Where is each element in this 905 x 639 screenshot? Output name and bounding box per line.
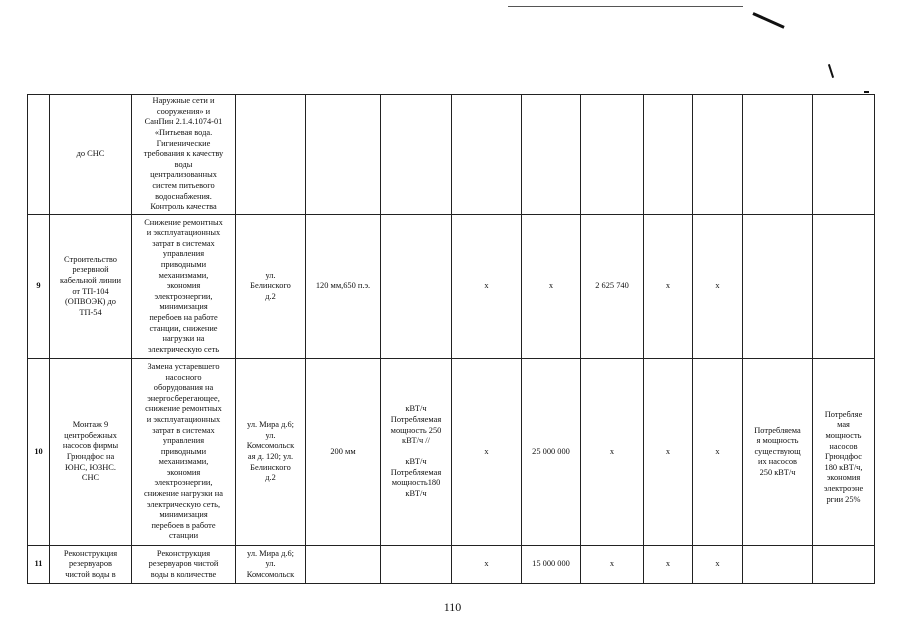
item-purpose: Наружные сети и сооружения» и СанПин 2.1.4.1074-01 «Питьевая вода. Гигиенические требования к качеству воды централизованных систем питьевого водоснабжения. Контроль качества xyxy=(132,95,236,215)
item-value-1 xyxy=(452,95,522,215)
row-number: 9 xyxy=(28,215,50,359)
item-value-4: х xyxy=(693,546,743,584)
item-value-2: х xyxy=(522,215,581,359)
item-name: Строительство резервной кабельной линии от ТП-104 (ОПВОЭК) до ТП-54 xyxy=(50,215,132,359)
item-value-5: Потребляема я мощность существующ их насосов 250 кВТ/ч xyxy=(743,359,813,546)
item-address: ул. Мира д.6; ул. Комсомольск xyxy=(236,546,306,584)
item-purpose: Реконструкция резервуаров чистой воды в количестве xyxy=(132,546,236,584)
item-note xyxy=(813,546,875,584)
item-value-3: х xyxy=(644,215,693,359)
row-number: 11 xyxy=(28,546,50,584)
item-capacity xyxy=(306,546,381,584)
item-note: Потребляе мая мощность насосов Грюндфос 180 кВТ/ч, экономия электроэне ргии 25% xyxy=(813,359,875,546)
item-capacity: 120 мм,650 п.э. xyxy=(306,215,381,359)
item-purpose: Замена устаревшего насосного оборудования на энергосберегающее, снижение ремонтных и эксплуатационных затрат в системах управления приводными механизмами, экономия электроэнергии, снижение нагрузки на электрическую сеть, минимизация перебоев в работе станции xyxy=(132,359,236,546)
page-number: 110 xyxy=(443,600,462,614)
item-value-1: х xyxy=(452,546,522,584)
item-value-4: х xyxy=(693,359,743,546)
item-address xyxy=(236,95,306,215)
item-note xyxy=(813,215,875,359)
scan-artifact-dot xyxy=(864,91,869,93)
item-value-1: х xyxy=(452,359,522,546)
item-cost: х xyxy=(581,359,644,546)
row-number xyxy=(28,95,50,215)
item-cost: 2 625 740 xyxy=(581,215,644,359)
table-row xyxy=(28,359,875,546)
item-value-5 xyxy=(743,546,813,584)
item-power: кВТ/ч Потребляемая мощность 250 кВТ/ч // кВТ/ч Потребляемая мощность180 кВТ/ч xyxy=(381,359,452,546)
item-cost xyxy=(581,95,644,215)
item-purpose: Снижение ремонтных и эксплуатационных затрат в системах управления приводными механизмами, экономия электроэнергии, минимизация перебоев на работе станции, снижение нагрузки на электрическую сеть xyxy=(132,215,236,359)
item-name: Реконструкция резервуаров чистой воды в xyxy=(50,546,132,584)
row-number: 10 xyxy=(28,359,50,546)
scan-artifact-stroke xyxy=(752,12,784,29)
item-value-3 xyxy=(644,95,693,215)
item-address: ул. Мира д.6; ул. Комсомольск ая д. 120; ул. Белинского д.2 xyxy=(236,359,306,546)
table-row xyxy=(28,215,875,359)
scan-artifact-tick xyxy=(828,64,834,78)
item-power xyxy=(381,215,452,359)
scan-artifact-line xyxy=(508,6,743,7)
table-row xyxy=(28,95,875,215)
item-value-3: х xyxy=(644,359,693,546)
item-value-4: х xyxy=(693,215,743,359)
item-capacity: 200 мм xyxy=(306,359,381,546)
item-note xyxy=(813,95,875,215)
item-name: Монтаж 9 центробежных насосов фирмы Грюндфос на ЮНС, ЮЗНС. СНС xyxy=(50,359,132,546)
data-table xyxy=(27,94,875,584)
item-cost: х xyxy=(581,546,644,584)
item-power xyxy=(381,95,452,215)
item-value-5 xyxy=(743,95,813,215)
item-name: до СНС xyxy=(50,95,132,215)
item-value-3: х xyxy=(644,546,693,584)
item-value-2: 15 000 000 xyxy=(522,546,581,584)
item-power xyxy=(381,546,452,584)
item-value-4 xyxy=(693,95,743,215)
table-row xyxy=(28,546,875,584)
item-value-2 xyxy=(522,95,581,215)
item-capacity xyxy=(306,95,381,215)
item-value-1: х xyxy=(452,215,522,359)
item-value-5 xyxy=(743,215,813,359)
item-value-2: 25 000 000 xyxy=(522,359,581,546)
item-address: ул. Белинского д.2 xyxy=(236,215,306,359)
